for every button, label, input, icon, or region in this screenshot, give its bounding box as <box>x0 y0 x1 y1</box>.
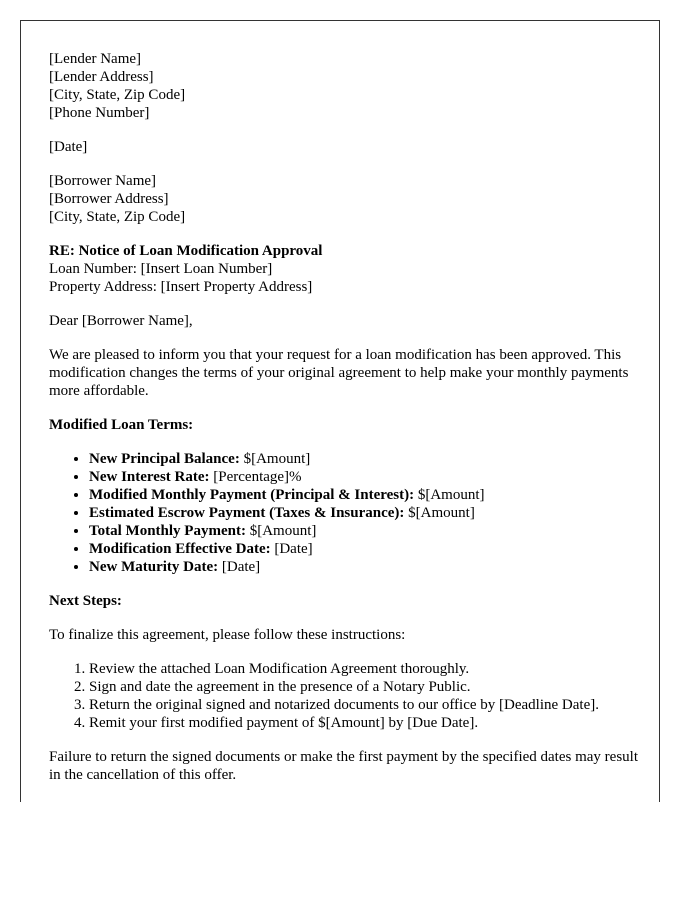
intro-paragraph: We are pleased to inform you that your request for a loan modification has been approved. This modification changes the terms of your original agreement to help make your monthly payments more affordable. <box>49 347 629 399</box>
list-item <box>89 522 649 540</box>
lender-address-block <box>49 50 649 122</box>
list-item: 4. Remit your first modified payment of $[Amount] by [Due Date]. <box>89 714 649 732</box>
list-item: 3. Return the original signed and notarized documents to our office by [Deadline Date]. <box>89 696 649 714</box>
next-steps-heading: Next Steps: <box>49 593 122 609</box>
term-label: Modified Monthly Payment (Principal & Interest): <box>89 487 415 503</box>
term-value: $[Amount] <box>245 523 317 539</box>
term-value: [Date] <box>270 541 313 557</box>
lender-phone: [Phone Number] <box>49 105 150 121</box>
list-item <box>89 558 649 576</box>
list-item <box>89 450 649 468</box>
term-label: Estimated Escrow Payment (Taxes & Insurance): <box>89 505 405 521</box>
re-subject: RE: Notice of Loan Modification Approval <box>49 243 323 259</box>
term-value: [Date] <box>218 559 261 575</box>
loan-number: Loan Number: [Insert Loan Number] <box>49 261 273 277</box>
letter-content <box>49 50 649 800</box>
re-block <box>49 242 649 296</box>
property-address: Property Address: [Insert Property Address] <box>49 279 313 295</box>
term-value: $[Amount] <box>404 505 475 521</box>
lender-city-state-zip: [City, State, Zip Code] <box>49 87 186 103</box>
term-label: New Interest Rate: <box>89 469 210 485</box>
list-item <box>89 468 649 486</box>
next-steps-list <box>49 660 649 732</box>
term-label: New Principal Balance: <box>89 451 240 467</box>
modified-terms-heading: Modified Loan Terms: <box>49 417 194 433</box>
term-value: [Percentage]% <box>209 469 302 485</box>
list-item <box>89 486 649 504</box>
list-item <box>89 540 649 558</box>
list-item: 2. Sign and date the agreement in the presence of a Notary Public. <box>89 678 649 696</box>
list-item: 1. Review the attached Loan Modification Agreement thoroughly. <box>89 660 649 678</box>
term-value: $[Amount] <box>239 451 311 467</box>
letter-date-block <box>49 138 649 156</box>
borrower-city-state-zip: [City, State, Zip Code] <box>49 209 186 225</box>
borrower-address-block <box>49 172 649 226</box>
borrower-name: [Borrower Name] <box>49 173 157 189</box>
term-label: New Maturity Date: <box>89 559 219 575</box>
list-item <box>89 504 649 522</box>
salutation: Dear [Borrower Name], <box>49 313 193 329</box>
term-label: Total Monthly Payment: <box>89 523 246 539</box>
letter-date: [Date] <box>49 139 88 155</box>
modified-terms-list <box>49 450 649 576</box>
borrower-address: [Borrower Address] <box>49 191 169 207</box>
lender-name: [Lender Name] <box>49 51 142 67</box>
term-value: $[Amount] <box>414 487 485 503</box>
next-steps-intro: To finalize this agreement, please follow these instructions: <box>49 627 406 643</box>
closing-paragraph: Failure to return the signed documents or make the first payment by the specified dates may result in the cancellation of this offer. <box>49 749 638 783</box>
letter-page <box>20 20 660 802</box>
term-label: Modification Effective Date: <box>89 541 271 557</box>
lender-address: [Lender Address] <box>49 69 154 85</box>
